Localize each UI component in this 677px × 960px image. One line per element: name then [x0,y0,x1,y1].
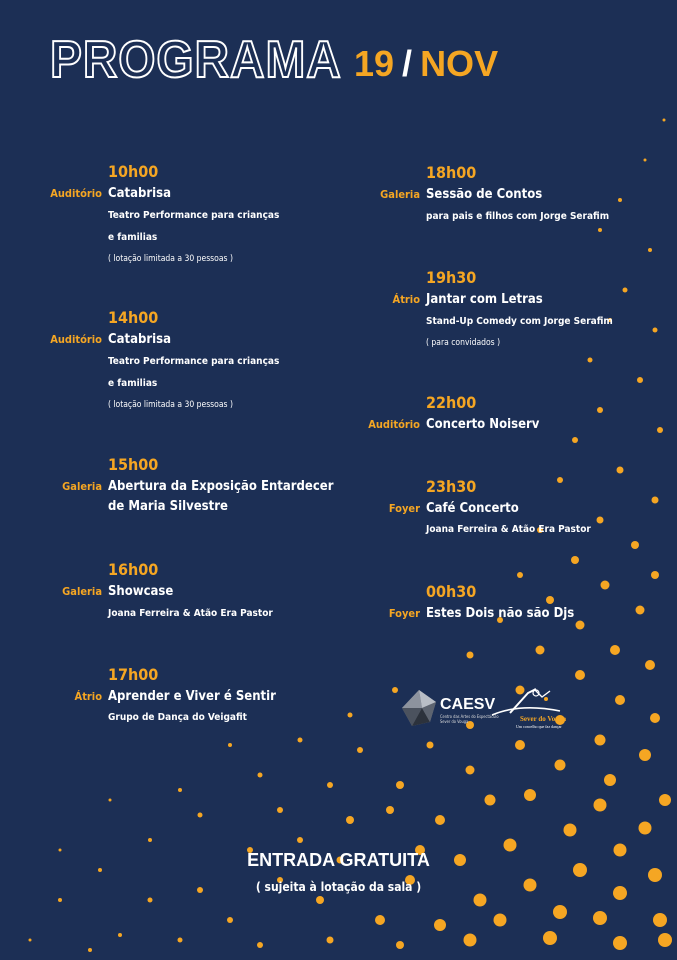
event-description: Joana Ferreira & Atão Era Pastor [108,608,273,619]
decorative-dot [375,915,385,925]
event-venue: Galeria [62,480,102,493]
event-name: Catabrisa [108,186,171,201]
event-venue: Galeria [380,188,420,201]
decorative-dot [652,497,659,504]
caesv-diamond-icon [400,688,438,728]
decorative-dot [615,695,625,705]
event-date [354,42,498,86]
sever-do-vouga-logo [490,685,580,730]
decorative-dot [297,837,303,843]
free-entry-heading: ENTRADA GRATUITA [247,850,430,870]
decorative-dot [464,934,477,947]
event-note: ( lotação limitada a 30 pessoas ) [108,254,233,264]
event-venue: Foyer [388,502,420,515]
decorative-dot [588,358,593,363]
event-description: Teatro Performance para crianças [108,356,280,367]
decorative-dot [657,427,663,433]
decorative-dot [485,795,496,806]
event-name: Catabrisa [108,332,171,347]
decorative-dot [396,941,404,949]
decorative-dot [631,541,639,549]
decorative-dot [644,159,647,162]
event-note: ( para convidados ) [426,338,501,348]
event-name: Sessão de Contos [426,187,543,202]
event-time: 15h00 [108,455,159,474]
event-name-line2: de Maria Silvestre [108,499,228,514]
decorative-dot [466,766,475,775]
event-venue: Auditório [50,333,102,346]
decorative-dot [576,621,585,630]
decorative-dot [474,894,487,907]
decorative-dot [392,687,398,693]
event-name: Concerto Noiserv [426,417,540,432]
decorative-dot [637,377,643,383]
decorative-dot [148,898,153,903]
event-description: Grupo de Dança do Veigafit [108,712,247,723]
decorative-dot [118,933,122,937]
decorative-dot [467,652,474,659]
decorative-dot [178,788,182,792]
page-title: PROGRAMA [50,31,342,89]
decorative-dot [594,799,607,812]
event-venue: Foyer [388,607,420,620]
decorative-dot [564,824,577,837]
decorative-dot [639,822,652,835]
decorative-dot [653,328,658,333]
decorative-dot [29,939,32,942]
decorative-dot [386,806,394,814]
event-time: 18h00 [426,163,477,182]
decorative-dot [650,713,660,723]
event-name: Showcase [108,584,174,599]
decorative-dot [88,948,92,952]
event-description: para pais e filhos com Jorge Serafim [426,211,610,222]
decorative-dot [571,556,579,564]
event-name: Estes Dois não são Djs [426,606,575,621]
decorative-dot [653,913,667,927]
decorative-dot [434,919,446,931]
event-venue: Átrio [74,690,102,703]
event-time: 00h30 [426,582,477,601]
sever-subtitle: Um concelho que faz dançar [516,724,562,729]
decorative-dot [227,917,233,923]
decorative-dot [597,517,604,524]
decorative-dot [659,794,671,806]
decorative-dot [198,813,203,818]
decorative-dot [651,571,659,579]
free-entry-note: ( sujeita à lotação da sala ) [255,880,422,894]
decorative-dot [555,760,566,771]
event-note: ( lotação limitada a 30 pessoas ) [108,400,233,410]
event-name: Café Concerto [426,501,519,516]
decorative-dot [348,713,353,718]
decorative-dot [663,119,666,122]
decorative-dot [494,914,507,927]
event-name: Jantar com Letras [426,292,543,307]
decorative-dot [610,645,620,655]
event-description: e familias [108,232,158,243]
decorative-dot [618,198,622,202]
event-time: 17h00 [108,665,159,684]
event-venue: Galeria [62,585,102,598]
decorative-dot [623,288,628,293]
decorative-dot [557,477,563,483]
decorative-dot [648,248,652,252]
date-month: NOV [420,43,499,84]
decorative-dot [617,467,624,474]
decorative-dot [515,740,525,750]
decorative-dot [595,735,606,746]
decorative-dot [427,742,434,749]
event-time: 14h00 [108,308,159,327]
decorative-dot [604,774,616,786]
decorative-dot [327,937,334,944]
decorative-dot [58,898,62,902]
decorative-dot [298,738,303,743]
caesv-subtitle: Centro das Artes do Espectáculo Sever do Vouga [440,714,499,724]
decorative-dot [396,781,404,789]
decorative-dot [109,799,112,802]
event-venue: Átrio [392,293,420,306]
decorative-dot [257,942,263,948]
decorative-dot [178,938,183,943]
date-slash: / [402,43,413,84]
decorative-dot [645,660,655,670]
event-time: 16h00 [108,560,159,579]
event-time: 10h00 [108,162,159,181]
decorative-dot [658,933,672,947]
date-day: 19 [354,43,395,84]
decorative-dot [536,646,545,655]
event-venue: Auditório [50,187,102,200]
decorative-dot [327,782,333,788]
decorative-dot [357,747,363,753]
decorative-dot [316,896,324,904]
decorative-dot [258,773,263,778]
decorative-dot [524,789,536,801]
caesv-logo [400,688,500,728]
event-time: 19h30 [426,268,477,287]
decorative-dot [346,816,354,824]
decorative-dot [597,407,603,413]
decorative-dot [553,905,567,919]
decorative-dot [228,743,232,747]
decorative-dot [543,931,557,945]
event-name: Abertura da Exposição Entardecer [108,479,334,494]
event-time: 23h30 [426,477,477,496]
event-venue: Auditório [368,418,420,431]
event-description: Stand-Up Comedy com Jorge Serafim [426,316,613,327]
sever-dancer-icon [490,685,580,717]
decorative-dot [601,581,610,590]
decorative-dot [546,596,554,604]
event-time: 22h00 [426,393,477,412]
event-description: e familias [108,378,158,389]
decorative-dot [277,807,283,813]
event-description: Teatro Performance para crianças [108,210,280,221]
decorative-dot [517,572,523,578]
event-description: Joana Ferreira & Atão Era Pastor [426,524,591,535]
decorative-dot [572,437,578,443]
caesv-name: CAESV [440,696,496,713]
decorative-dot [575,670,585,680]
sever-name: Sever do Vouga [520,715,567,723]
decorative-dot [636,606,645,615]
decorative-dot [598,228,602,232]
decorative-dot [148,838,152,842]
decorative-dot [435,815,445,825]
event-name: Aprender e Viver é Sentir [108,689,276,704]
decorative-dot [593,911,607,925]
decorative-dot [639,749,651,761]
decorative-dot [613,936,627,950]
